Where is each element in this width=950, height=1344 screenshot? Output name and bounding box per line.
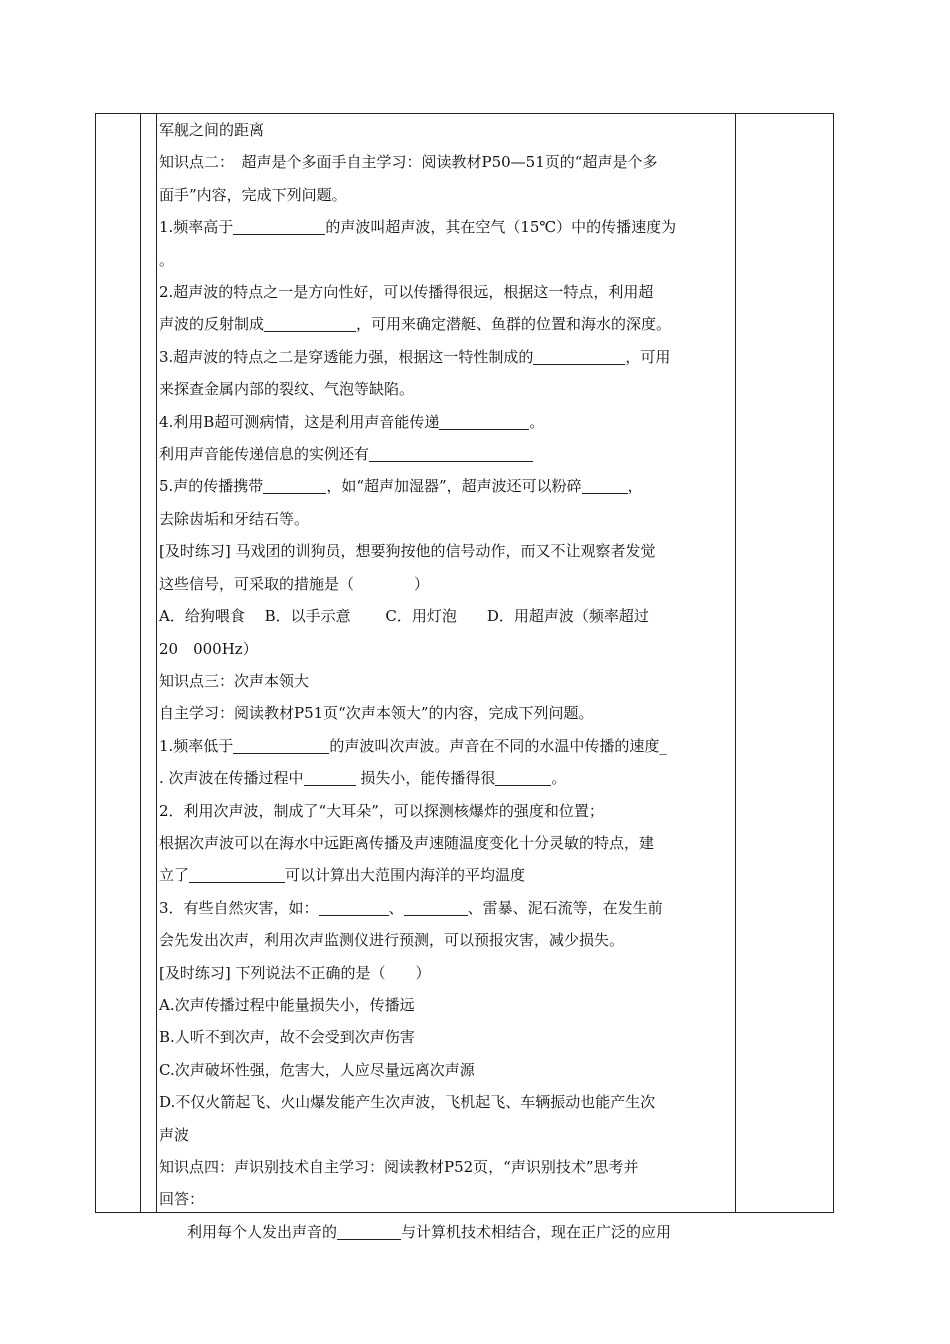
line-2: 面手”内容，完成下列问题。	[159, 185, 347, 204]
line-22: 根据次声波可以在海水中远距离传播及声速随温度变化十分灵敏的特点，建	[159, 833, 655, 852]
line-33: 回答：	[159, 1190, 205, 1209]
line-16: 20 000Hz）	[159, 639, 258, 658]
line-1: 知识点二： 超声是个多面手自主学习：阅读教材P50—51页的“超声是个多	[159, 153, 658, 172]
line-24: 3．有些自然灾害，如： 、 、雷暴、泥石流等，在发生前	[159, 898, 663, 917]
fill-blank[interactable]	[189, 867, 285, 883]
line-26: [及时练习] 下列说法不正确的是（ ）	[159, 963, 431, 982]
line-31: 声波	[159, 1125, 190, 1144]
fill-blank[interactable]	[495, 770, 551, 786]
fill-blank[interactable]	[263, 478, 326, 494]
fill-blank[interactable]	[582, 478, 628, 494]
fill-blank[interactable]	[369, 446, 533, 462]
line-8: 来探查金属内部的裂纹、气泡等缺陷。	[159, 380, 415, 399]
line-23: 立了 可以计算出大范围内海洋的平均温度	[159, 866, 526, 885]
line-9: 4.利用B超可测病情，这是利用声音能传递 。	[159, 412, 545, 431]
fill-blank[interactable]	[404, 900, 468, 916]
fill-blank[interactable]	[233, 738, 329, 754]
line-15: A．给狗喂食 B．以手示意 C．用灯泡 D．用超声波（频率超过	[159, 607, 649, 626]
line-14: 这些信号，可采取的措施是（ ）	[159, 574, 430, 593]
worksheet-content	[159, 114, 731, 1248]
line-20: . 次声波在传播过程中 损失小，能传播得很 。	[159, 769, 567, 788]
fill-blank[interactable]	[439, 414, 529, 430]
column-divider-2	[156, 114, 157, 1212]
line-7: 3.超声波的特点之二是穿透能力强，根据这一特性制成的 ，可用	[159, 347, 671, 366]
line-0: 军舰之间的距离	[159, 121, 265, 139]
line-3: 1.频率高于 的声波叫超声波，其在空气（15℃）中的传播速度为	[159, 218, 677, 237]
line-30: D.不仅火箭起飞、火山爆发能产生次声波，飞机起飞、车辆振动也能产生次	[159, 1093, 656, 1112]
line-25: 会先发出次声，利用次声监测仪进行预测，可以预报灾害，减少损失。	[159, 931, 625, 950]
fill-blank[interactable]	[533, 349, 625, 365]
line-34: 利用每个人发出声音的 与计算机技术相结合，现在正广泛的应用	[187, 1222, 672, 1241]
line-27: A.次声传播过程中能量损失小，传播远	[159, 995, 415, 1014]
line-11: 5.声的传播携带 ，如“超声加湿器”，超声波还可以粉碎 ，	[159, 477, 643, 496]
line-18: 自主学习：阅读教材P51页“次声本领大”的内容，完成下列问题。	[159, 704, 594, 723]
line-28: B.人听不到次声，故不会受到次声伤害	[159, 1028, 415, 1047]
line-32: 知识点四：声识别技术自主学习：阅读教材P52页，“声识别技术”思考并	[159, 1158, 639, 1176]
line-17: 知识点三：次声本领大	[159, 671, 310, 690]
fill-blank[interactable]	[264, 316, 356, 332]
line-12: 去除齿垢和牙结石等。	[159, 509, 310, 528]
line-10: 利用声音能传递信息的实例还有	[159, 438, 731, 470]
fill-blank[interactable]	[319, 900, 389, 916]
line-6: 声波的反射制成 ，可用来确定潜艇、鱼群的位置和海水的深度。	[159, 315, 672, 334]
line-19: 1.频率低于 的声波叫次声波。声音在不同的水温中传播的速度_	[159, 736, 667, 755]
column-divider-3	[735, 114, 736, 1212]
line-21: 2．利用次声波，制成了“大耳朵”，可以探测核爆炸的强度和位置；	[159, 801, 604, 820]
fill-blank[interactable]	[304, 770, 356, 786]
line-5: 2.超声波的特点之一是方向性好，可以传播得很远，根据这一特点，利用超	[159, 283, 654, 302]
line-4: 。	[159, 250, 175, 269]
column-divider-1	[140, 114, 141, 1212]
line-13: [及时练习] 马戏团的训狗员，想要狗按他的信号动作，而又不让观察者发觉	[159, 542, 656, 561]
fill-blank[interactable]	[337, 1224, 401, 1240]
fill-blank[interactable]	[233, 219, 325, 235]
line-29: C.次声破坏性强，危害大，人应尽量远离次声源	[159, 1060, 475, 1079]
